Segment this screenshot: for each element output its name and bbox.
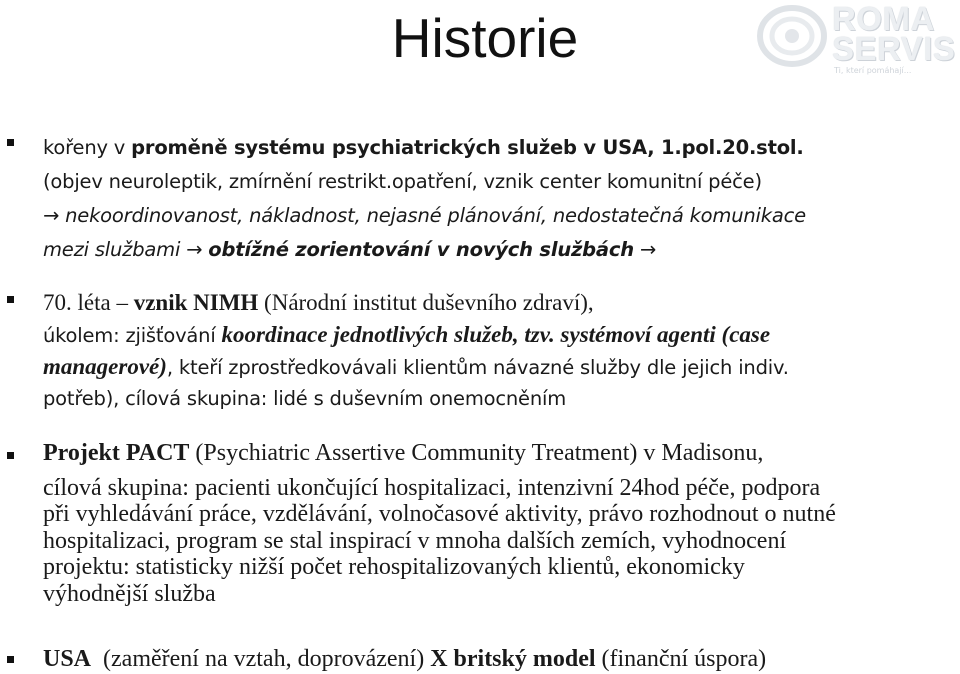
logo-swirl-icon — [750, 0, 840, 80]
bullet-3-line-5: projektu: statisticky nižší počet rehospitalizovaných klientů, ekonomicky — [43, 554, 745, 580]
bullet-marker — [7, 139, 14, 146]
bullet-3-line-3: při vyhledávání práce, vzdělávání, volnočasové aktivity, právo rozhodnout o nutné — [43, 501, 836, 527]
bullet-4-line-1: USA (zaměření na vztah, doprovázení) X britský model (finanční úspora) — [43, 646, 767, 672]
bullet-marker — [7, 656, 14, 663]
bullet-1-line-3: → nekoordinovanost, nákladnost, nejasné plánování, nedostatečná komunikace — [43, 204, 806, 227]
bullet-1 — [43, 131, 958, 267]
logo-wordmark — [832, 0, 956, 67]
bullet-1-line-2: (objev neuroleptik, zmírnění restrikt.opatření, vznik center komunitní péče) — [43, 170, 762, 193]
roma-servis-logo — [750, 0, 960, 80]
bullet-3-line-6: výhodnější služba — [43, 580, 216, 607]
bullet-1-line-4: mezi službami → obtížné zorientování v nových službách → — [43, 238, 657, 261]
bullet-marker — [7, 452, 14, 459]
bullet-1-line-1: kořeny v proměně systému psychiatrických služeb v USA, 1.pol.20.stol. — [43, 136, 804, 159]
bullet-2-line-4: potřeb), cílová skupina: lidé s duševním onemocněním — [43, 387, 567, 410]
logo-line-1: ROMA — [832, 0, 935, 37]
bullet-marker — [7, 296, 14, 303]
logo-line-2: SERVIS — [832, 30, 956, 67]
bullet-2-line-1: 70. léta – vznik NIMH (Národní institut duševního zdraví), — [43, 290, 594, 315]
bullet-3-line-1: Projekt PACT (Psychiatric Assertive Community Treatment) v Madisonu, — [43, 440, 764, 466]
page-title: Historie — [391, 7, 579, 69]
bullet-2-line-3: managerové), kteří zprostředkovávali klientům návazné služby dle jejich indiv. — [43, 354, 789, 379]
bullet-2 — [43, 287, 958, 414]
logo-tagline: Ti, kterí pomáhají... — [834, 66, 912, 75]
bullet-3 — [43, 440, 958, 607]
bullet-2-line-2: úkolem: zjišťování koordinace jednotlivých služeb, tzv. systémoví agenti (case — [43, 322, 771, 347]
bullet-4 — [43, 645, 958, 673]
bullet-3-line-4: hospitalizaci, program se stal inspirací v mnoha dalších zemích, vyhodnocení — [43, 527, 787, 554]
bullet-3-line-2: cílová skupina: pacienti ukončující hospitalizaci, intenzivní 24hod péče, podpora — [43, 474, 821, 501]
